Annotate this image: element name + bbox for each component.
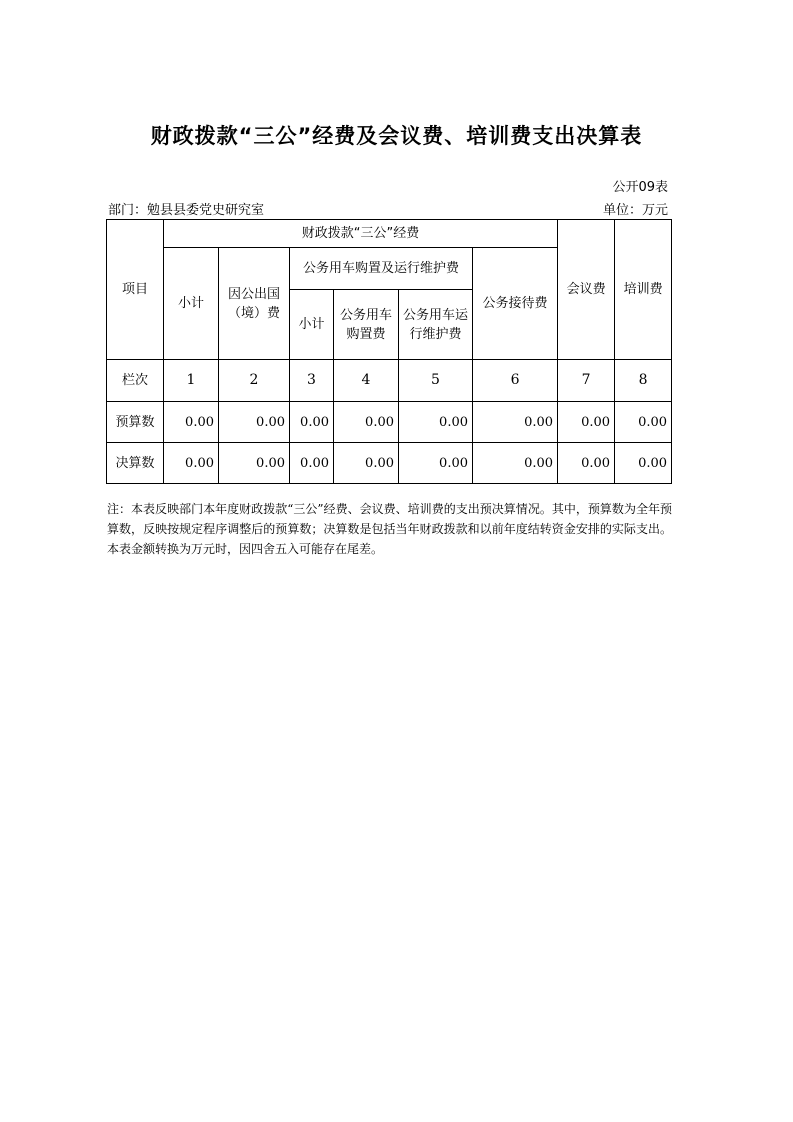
header-training: 培训费: [615, 220, 672, 360]
header-item: 项目: [107, 220, 164, 360]
page-title: 财政拨款“三公”经费及会议费、培训费支出决算表: [150, 124, 643, 148]
header-vehicle-subtotal: 小计: [290, 290, 334, 360]
row-label: 决算数: [107, 443, 164, 484]
header-subtotal: 小计: [164, 248, 219, 360]
value-cell: 0.00: [290, 402, 334, 443]
index-cell: 7: [558, 360, 615, 402]
value-cell: 0.00: [219, 402, 290, 443]
value-cell: 0.00: [164, 402, 219, 443]
value-cell: 0.00: [615, 443, 672, 484]
form-number: 公开09表: [612, 180, 668, 195]
header-reception: 公务接待费: [473, 248, 558, 360]
value-cell: 0.00: [399, 443, 473, 484]
value-cell: 0.00: [334, 443, 399, 484]
row-label: 栏次: [107, 360, 164, 402]
row-label: 预算数: [107, 402, 164, 443]
header-meeting: 会议费: [558, 220, 615, 360]
value-cell: 0.00: [219, 443, 290, 484]
header-vehicle-group: 公务用车购置及运行维护费: [290, 248, 473, 290]
index-cell: 1: [164, 360, 219, 402]
index-cell: 3: [290, 360, 334, 402]
table-row-actual: [107, 443, 672, 484]
value-cell: 0.00: [164, 443, 219, 484]
value-cell: 0.00: [473, 443, 558, 484]
value-cell: 0.00: [399, 402, 473, 443]
value-cell: 0.00: [558, 443, 615, 484]
value-cell: 0.00: [290, 443, 334, 484]
value-cell: 0.00: [558, 402, 615, 443]
expenditure-table: [106, 219, 672, 484]
index-cell: 4: [334, 360, 399, 402]
index-cell: 5: [399, 360, 473, 402]
header-vehicle-operation: 公务用车运行维护费: [399, 290, 473, 360]
unit-label: 单位：万元: [602, 203, 668, 218]
header-vehicle-purchase: 公务用车购置费: [334, 290, 399, 360]
index-cell: 8: [615, 360, 672, 402]
department-label: 部门：勉县县委党史研究室: [108, 203, 265, 218]
index-cell: 2: [219, 360, 290, 402]
index-cell: 6: [473, 360, 558, 402]
header-sangong-group: 财政拨款“三公”经费: [164, 220, 558, 248]
value-cell: 0.00: [473, 402, 558, 443]
table-row-index: [107, 360, 672, 402]
table-row-budget: [107, 402, 672, 443]
header-abroad: 因公出国（境）费: [219, 248, 290, 360]
value-cell: 0.00: [615, 402, 672, 443]
value-cell: 0.00: [334, 402, 399, 443]
table-note: 注：本表反映部门本年度财政拨款“三公”经费、会议费、培训费的支出预决算情况。其中，预算数为全年预算数，反映按规定程序调整后的预算数；决算数是包括当年财政拨款和以前年度结转资金安排的实际支出。本表金额转换为万元时，因四舍五入可能存在尾差。: [107, 502, 672, 556]
